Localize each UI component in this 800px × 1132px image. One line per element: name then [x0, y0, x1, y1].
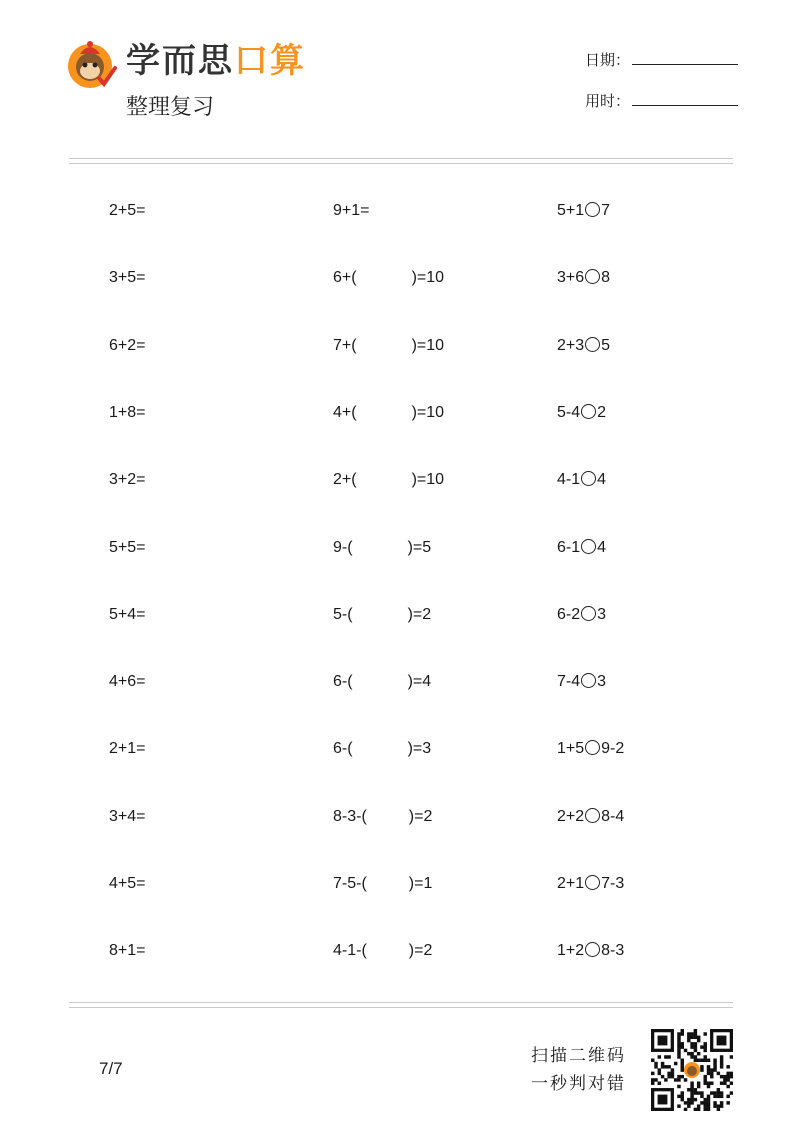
- problem-text: 6-2: [557, 606, 581, 623]
- problem-1-4: [109, 402, 145, 424]
- problem-text: 4-1: [557, 471, 581, 488]
- problem-text: 6-1: [557, 539, 581, 556]
- problem-2-1: [333, 200, 369, 222]
- problem-1-11: [109, 873, 145, 895]
- problem-text: 6+(: [333, 269, 357, 286]
- problem-text: 3+5=: [109, 269, 146, 286]
- problem-1-12: [109, 940, 145, 962]
- problem-text: 1+2: [557, 942, 585, 959]
- problem-text: )=2: [407, 606, 432, 623]
- problem-text: 2+2: [557, 808, 585, 825]
- problem-text: 5: [601, 337, 611, 354]
- problem-text: )=2: [408, 808, 433, 825]
- problem-1-7: [109, 604, 145, 626]
- problem-2-10: [333, 806, 432, 828]
- problem-text: )=10: [411, 337, 445, 354]
- problem-text: 8: [601, 269, 611, 286]
- problem-text: 4+6=: [109, 673, 146, 690]
- problem-3-3: [557, 335, 610, 357]
- problem-text: 6-(: [333, 740, 353, 757]
- header-divider-top: [69, 158, 733, 159]
- problem-2-11: [333, 873, 432, 895]
- compare-circle[interactable]: [585, 269, 600, 284]
- problem-text: )=1: [408, 875, 433, 892]
- problem-3-8: [557, 671, 606, 693]
- problem-text: 3: [597, 606, 607, 623]
- scan-caption-line1: 扫描二维码: [531, 1046, 626, 1066]
- footer-divider-top: [69, 1002, 733, 1003]
- brand-title: 学而思口算: [126, 41, 306, 81]
- problem-2-5: [333, 469, 444, 491]
- compare-circle[interactable]: [585, 337, 600, 352]
- compare-circle[interactable]: [585, 942, 600, 957]
- problem-text: 4+5=: [109, 875, 146, 892]
- problem-text: 6-(: [333, 673, 353, 690]
- problem-1-2: [109, 267, 145, 289]
- problem-1-1: [109, 200, 145, 222]
- problem-text: 5+5=: [109, 539, 146, 556]
- date-label: 日期：: [585, 51, 631, 69]
- compare-circle[interactable]: [581, 606, 596, 621]
- problem-text: 2+1=: [109, 740, 146, 757]
- problem-1-9: [109, 738, 145, 760]
- scan-caption-line2: 一秒判对错: [531, 1074, 626, 1094]
- problem-text: 4+(: [333, 404, 357, 421]
- problem-text: 7-3: [601, 875, 625, 892]
- problem-1-5: [109, 469, 145, 491]
- problem-2-9: [333, 738, 431, 760]
- problem-1-3: [109, 335, 145, 357]
- problem-text: 3: [597, 673, 607, 690]
- problem-text: 1+5: [557, 740, 585, 757]
- problem-text: 3+6: [557, 269, 585, 286]
- problem-3-12: [557, 940, 624, 962]
- qr-code-icon[interactable]: [651, 1029, 733, 1111]
- problem-3-7: [557, 604, 606, 626]
- problem-text: 7-5-(: [333, 875, 367, 892]
- problem-text: 1+8=: [109, 404, 146, 421]
- problem-2-3: [333, 335, 444, 357]
- compare-circle[interactable]: [585, 740, 600, 755]
- problem-text: 4: [597, 539, 607, 556]
- problem-text: 2+5=: [109, 202, 146, 219]
- brand-accent: 口算: [234, 41, 306, 81]
- compare-circle[interactable]: [581, 539, 596, 554]
- compare-circle[interactable]: [581, 471, 596, 486]
- problem-2-4: [333, 402, 444, 424]
- problem-text: 2: [597, 404, 607, 421]
- problem-text: )=10: [411, 471, 445, 488]
- problem-text: 6+2=: [109, 337, 146, 354]
- problem-text: 8-4: [601, 808, 625, 825]
- problem-text: 3+2=: [109, 471, 146, 488]
- problem-3-2: [557, 267, 610, 289]
- worksheet-title: 整理复习: [126, 95, 215, 120]
- time-blank-line: [632, 91, 738, 106]
- problem-text: )=2: [408, 942, 433, 959]
- compare-circle[interactable]: [585, 808, 600, 823]
- problem-3-4: [557, 402, 606, 424]
- problem-text: 5+4=: [109, 606, 146, 623]
- problem-text: 8-3: [601, 942, 625, 959]
- problem-text: )=3: [407, 740, 432, 757]
- problem-text: 3+4=: [109, 808, 146, 825]
- date-blank-line: [632, 50, 738, 65]
- problem-1-8: [109, 671, 145, 693]
- problem-3-5: [557, 469, 606, 491]
- problem-text: 2+1: [557, 875, 585, 892]
- problem-text: 4: [597, 471, 607, 488]
- compare-circle[interactable]: [581, 404, 596, 419]
- problem-text: 8+1=: [109, 942, 146, 959]
- problem-3-10: [557, 806, 624, 828]
- problem-text: 9-2: [601, 740, 625, 757]
- monkey-logo-icon: [66, 36, 122, 92]
- compare-circle[interactable]: [585, 875, 600, 890]
- problem-text: 5+1: [557, 202, 585, 219]
- problem-text: 4-1-(: [333, 942, 367, 959]
- compare-circle[interactable]: [585, 202, 600, 217]
- problem-3-1: [557, 200, 610, 222]
- problem-text: 5-4: [557, 404, 581, 421]
- problem-text: 7: [601, 202, 611, 219]
- time-field[interactable]: [585, 90, 738, 112]
- time-label: 用时：: [585, 92, 631, 110]
- problem-text: 5-(: [333, 606, 353, 623]
- problem-text: )=4: [407, 673, 432, 690]
- problem-text: 9-(: [333, 539, 353, 556]
- problem-text: )=5: [407, 539, 432, 556]
- problem-text: 8-3-(: [333, 808, 367, 825]
- page-number: 7/7: [99, 1059, 123, 1078]
- problem-text: )=10: [411, 404, 445, 421]
- footer-divider-bottom: [69, 1007, 733, 1008]
- date-field[interactable]: [585, 49, 738, 71]
- problem-2-8: [333, 671, 431, 693]
- problem-text: )=10: [411, 269, 445, 286]
- problem-1-10: [109, 806, 145, 828]
- compare-circle[interactable]: [581, 673, 596, 688]
- problem-2-7: [333, 604, 431, 626]
- problem-text: 2+3: [557, 337, 585, 354]
- header-divider-bottom: [69, 163, 733, 164]
- problem-2-6: [333, 537, 431, 559]
- problem-text: 7-4: [557, 673, 581, 690]
- problem-3-9: [557, 738, 624, 760]
- problem-text: 2+(: [333, 471, 357, 488]
- problem-1-6: [109, 537, 145, 559]
- problem-2-2: [333, 267, 444, 289]
- problem-2-12: [333, 940, 432, 962]
- problem-text: 7+(: [333, 337, 357, 354]
- problem-3-11: [557, 873, 624, 895]
- problem-text: 9+1=: [333, 202, 370, 219]
- problem-3-6: [557, 537, 606, 559]
